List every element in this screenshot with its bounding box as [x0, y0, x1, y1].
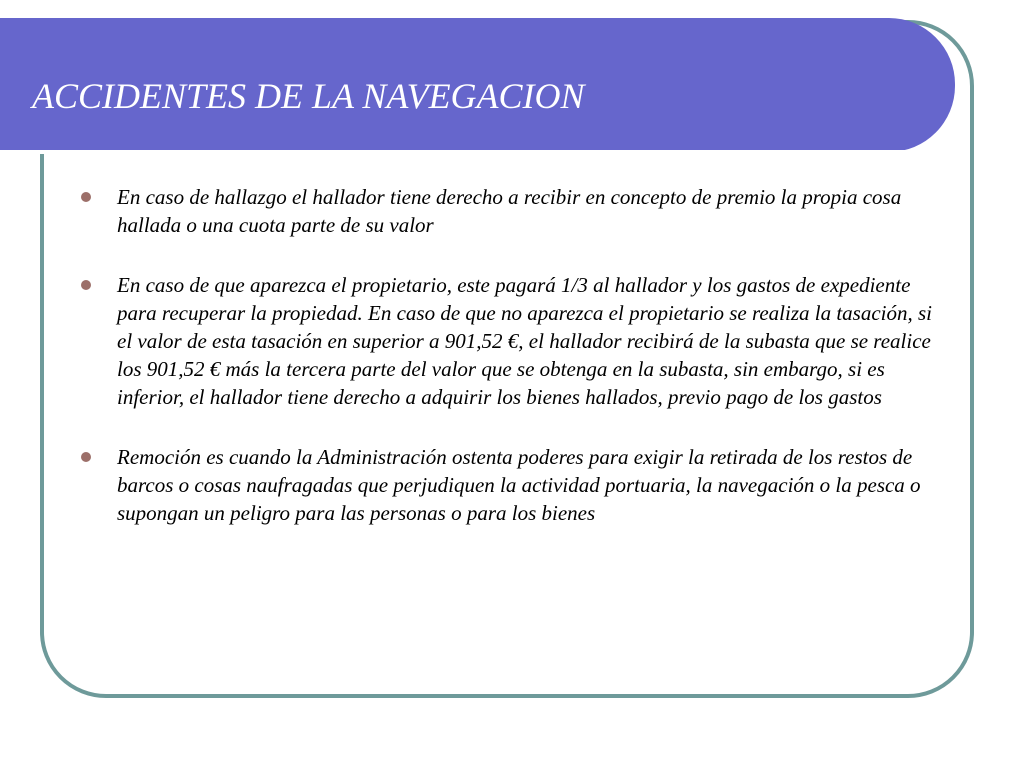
- bullet-dot-icon: [81, 280, 91, 290]
- bullet-dot-icon: [81, 452, 91, 462]
- title-underline: [0, 150, 906, 154]
- bullet-item: [78, 271, 948, 411]
- bullet-dot-icon: [81, 192, 91, 202]
- bullet-item: [78, 443, 948, 527]
- title-band: [0, 18, 955, 152]
- bullet-text: En caso de hallazgo el hallador tiene derecho a recibir en concepto de premio la propia cosa hallada o una cuota parte de su valor: [117, 185, 902, 237]
- slide-title: ACCIDENTES DE LA NAVEGACION: [32, 76, 585, 116]
- bullet-text: En caso de que aparezca el propietario, este pagará 1/3 al hallador y los gastos de expediente para recuperar la propiedad. En caso de que no aparezca el propietario se realiza la tasación, si el valor de esta tasación en superior a 901,52 €, el hallador recibirá de la subasta que se realice los 901,52 € más la tercera parte del valor que se obtenga en la subasta, sin embargo, si es inferior, el hallador tiene derecho a adquirir los bienes hallados, previo pago de los gastos: [117, 273, 933, 409]
- bullet-item: [78, 183, 948, 239]
- bullet-list: [78, 183, 948, 527]
- bullet-text: Remoción es cuando la Administración ostenta poderes para exigir la retirada de los restos de barcos o cosas naufragadas que perjudiquen la actividad portuaria, la navegación o la pesca o supongan un peligro para las personas o para los bienes: [117, 445, 921, 525]
